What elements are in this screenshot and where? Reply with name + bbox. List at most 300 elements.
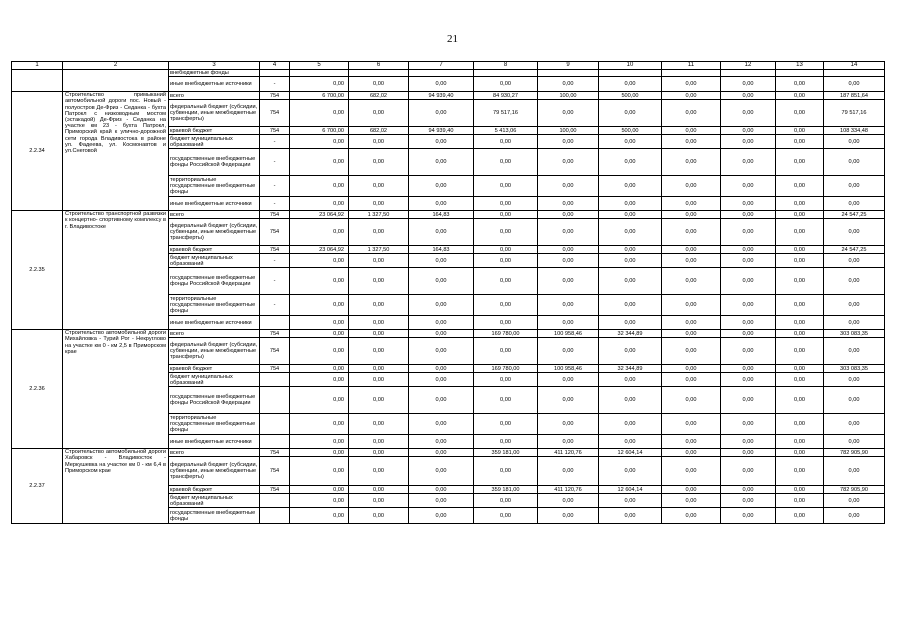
gr-code: 754 [260, 219, 290, 246]
amount-cell: 32 344,89 [599, 365, 662, 373]
amount-cell: 0,00 [721, 387, 776, 414]
amount-cell: 682,02 [349, 127, 409, 135]
amount-cell: 0,00 [474, 387, 538, 414]
amount-cell: 0,00 [662, 449, 721, 457]
amount-cell: 24 547,25 [824, 246, 885, 254]
amount-cell: 0,00 [409, 197, 474, 211]
header-cell: 11 [662, 62, 721, 70]
amount-cell: 0,00 [662, 135, 721, 149]
amount-cell: 84 930,27 [474, 92, 538, 100]
amount-cell: 0,00 [349, 508, 409, 524]
amount-cell: 0,00 [776, 508, 824, 524]
amount-cell: 100 958,46 [538, 330, 599, 338]
amount-cell: 0,00 [776, 457, 824, 486]
amount-cell: 0,00 [599, 338, 662, 365]
item-number [12, 70, 63, 92]
amount-cell: 0,00 [538, 77, 599, 92]
funding-source: всего [169, 449, 260, 457]
header-cell: 3 [169, 62, 260, 70]
amount-cell: 0,00 [538, 435, 599, 449]
amount-cell: 0,00 [776, 92, 824, 100]
amount-cell: 0,00 [721, 211, 776, 219]
amount-cell [409, 70, 474, 77]
amount-cell: 0,00 [824, 457, 885, 486]
gr-code: 754 [260, 365, 290, 373]
amount-cell: 0,00 [538, 211, 599, 219]
amount-cell: 0,00 [349, 295, 409, 316]
funding-source: федеральный бюджет (субсидии, субвенции, иные межбюджетные трансферты) [169, 338, 260, 365]
budget-table [11, 61, 885, 524]
amount-cell: 0,00 [290, 449, 349, 457]
amount-cell: 0,00 [662, 373, 721, 387]
amount-cell: 0,00 [721, 219, 776, 246]
amount-cell: 0,00 [349, 387, 409, 414]
amount-cell: 0,00 [662, 365, 721, 373]
amount-cell: 0,00 [662, 254, 721, 268]
amount-cell: 0,00 [662, 197, 721, 211]
item-title: Строительство примыканий автомобильной дороги пос. Новый - полуостров Де-Фриз - Седанка - бухта Патрокл с низководным мостом (эстакадой) Де-Фриз - Седанка на участке км 23 - бухта Патрокл, Приморский край к улично-дорожной сети города Владивостока в районе ул. Фадеева, ул. Космонавтов и ул.Снеговой [63, 92, 169, 211]
amount-cell: 0,00 [290, 268, 349, 295]
amount-cell: 0,00 [824, 387, 885, 414]
amount-cell: 0,00 [721, 457, 776, 486]
funding-source: иные внебюджетные источники [169, 435, 260, 449]
amount-cell: 0,00 [474, 457, 538, 486]
funding-source: внебюджетные фонды [169, 70, 260, 77]
header-cell: 6 [349, 62, 409, 70]
amount-cell: 169 780,00 [474, 330, 538, 338]
amount-cell: 94 939,40 [409, 92, 474, 100]
amount-cell: 0,00 [599, 197, 662, 211]
amount-cell: 0,00 [538, 295, 599, 316]
funding-source: территориальные государственные внебюджетные фонды [169, 295, 260, 316]
funding-source: краевой бюджет [169, 486, 260, 494]
funding-source: бюджет муниципальных образований [169, 494, 260, 508]
header-cell: 13 [776, 62, 824, 70]
amount-cell: 682,02 [349, 92, 409, 100]
funding-source: краевой бюджет [169, 365, 260, 373]
amount-cell: 0,00 [662, 77, 721, 92]
amount-cell: 0,00 [662, 268, 721, 295]
amount-cell: 0,00 [776, 77, 824, 92]
amount-cell: 0,00 [349, 330, 409, 338]
amount-cell: 0,00 [662, 330, 721, 338]
page-number: 21 [447, 33, 458, 45]
amount-cell: 0,00 [290, 330, 349, 338]
amount-cell: 0,00 [538, 373, 599, 387]
amount-cell: 0,00 [349, 100, 409, 127]
amount-cell: 24 547,25 [824, 211, 885, 219]
amount-cell: 0,00 [721, 246, 776, 254]
amount-cell: 0,00 [349, 219, 409, 246]
amount-cell: 0,00 [474, 338, 538, 365]
amount-cell: 0,00 [824, 268, 885, 295]
amount-cell: 782 905,90 [824, 449, 885, 457]
amount-cell [599, 70, 662, 77]
amount-cell: 0,00 [721, 316, 776, 330]
amount-cell: 0,00 [290, 457, 349, 486]
gr-code: 754 [260, 100, 290, 127]
amount-cell: 0,00 [776, 494, 824, 508]
amount-cell: 0,00 [290, 77, 349, 92]
amount-cell: 0,00 [599, 295, 662, 316]
gr-code: - [260, 268, 290, 295]
amount-cell: 0,00 [721, 149, 776, 176]
header-cell: 1 [12, 62, 63, 70]
amount-cell: 0,00 [409, 338, 474, 365]
amount-cell: 0,00 [474, 135, 538, 149]
amount-cell: 0,00 [349, 338, 409, 365]
gr-code [260, 316, 290, 330]
amount-cell: 0,00 [824, 254, 885, 268]
amount-cell: 0,00 [662, 387, 721, 414]
amount-cell: 0,00 [662, 486, 721, 494]
item-title: Строительство автомобильной дороги Хабаровск - Владивосток - Меркушевка на участке км 0 - км 6,4 в Приморском крае [63, 449, 169, 524]
amount-cell: 0,00 [662, 246, 721, 254]
item-number: 2.2.35 [12, 211, 63, 330]
gr-code: 754 [260, 449, 290, 457]
amount-cell: 0,00 [290, 494, 349, 508]
amount-cell: 0,00 [824, 373, 885, 387]
amount-cell: 108 334,48 [824, 127, 885, 135]
table-body [12, 70, 885, 524]
amount-cell [538, 70, 599, 77]
amount-cell: 0,00 [474, 176, 538, 197]
amount-cell: 0,00 [599, 414, 662, 435]
funding-source: бюджет муниципальных образований [169, 254, 260, 268]
funding-source: всего [169, 330, 260, 338]
amount-cell: 0,00 [662, 316, 721, 330]
amount-cell: 0,00 [474, 414, 538, 435]
amount-cell: 0,00 [599, 211, 662, 219]
amount-cell: 0,00 [474, 295, 538, 316]
amount-cell: 0,00 [290, 365, 349, 373]
amount-cell: 0,00 [721, 414, 776, 435]
amount-cell: 0,00 [349, 197, 409, 211]
amount-cell: 0,00 [776, 373, 824, 387]
amount-cell: 0,00 [662, 92, 721, 100]
amount-cell: 0,00 [824, 135, 885, 149]
amount-cell: 0,00 [662, 149, 721, 176]
amount-cell: 0,00 [824, 316, 885, 330]
amount-cell: 0,00 [824, 494, 885, 508]
amount-cell: 0,00 [721, 92, 776, 100]
amount-cell [721, 70, 776, 77]
amount-cell: 0,00 [349, 435, 409, 449]
amount-cell: 0,00 [599, 254, 662, 268]
amount-cell: 0,00 [721, 330, 776, 338]
amount-cell: 0,00 [599, 435, 662, 449]
amount-cell: 0,00 [409, 295, 474, 316]
amount-cell: 411 120,76 [538, 449, 599, 457]
gr-code [260, 70, 290, 77]
table-row [12, 449, 885, 457]
funding-source: территориальные государственные внебюджетные фонды [169, 176, 260, 197]
amount-cell: 0,00 [409, 316, 474, 330]
amount-cell: 0,00 [662, 414, 721, 435]
amount-cell: 187 851,64 [824, 92, 885, 100]
amount-cell: 500,00 [599, 127, 662, 135]
amount-cell: 0,00 [409, 365, 474, 373]
amount-cell: 0,00 [349, 176, 409, 197]
gr-code: 754 [260, 127, 290, 135]
amount-cell: 32 344,89 [599, 330, 662, 338]
amount-cell: 0,00 [349, 135, 409, 149]
amount-cell: 1 327,50 [349, 211, 409, 219]
amount-cell: 0,00 [721, 127, 776, 135]
funding-source: иные внебюджетные источники [169, 77, 260, 92]
amount-cell: 0,00 [776, 127, 824, 135]
table-row [12, 70, 885, 77]
funding-source: государственные внебюджетные фонды Российской Федерации [169, 149, 260, 176]
amount-cell: 0,00 [409, 414, 474, 435]
amount-cell: 0,00 [409, 219, 474, 246]
amount-cell: 0,00 [349, 316, 409, 330]
amount-cell: 0,00 [824, 149, 885, 176]
amount-cell: 359 181,00 [474, 486, 538, 494]
funding-source: бюджет муниципальных образований [169, 373, 260, 387]
amount-cell: 0,00 [599, 149, 662, 176]
amount-cell: 0,00 [538, 457, 599, 486]
amount-cell: 0,00 [721, 176, 776, 197]
amount-cell: 12 604,14 [599, 486, 662, 494]
amount-cell: 0,00 [824, 435, 885, 449]
funding-source: территориальные государственные внебюджетные фонды [169, 414, 260, 435]
amount-cell: 500,00 [599, 92, 662, 100]
item-title: Строительство автомобильной дороги Михайловка - Турий Рог - Некруглово на участке км 0 - км 2,5 в Приморском крае [63, 330, 169, 449]
amount-cell: 0,00 [290, 373, 349, 387]
amount-cell: 0,00 [474, 211, 538, 219]
amount-cell: 0,00 [474, 373, 538, 387]
funding-source: государственные внебюджетные фонды Российской Федерации [169, 268, 260, 295]
header-cell: 4 [260, 62, 290, 70]
amount-cell: 0,00 [538, 149, 599, 176]
amount-cell: 0,00 [290, 387, 349, 414]
amount-cell: 0,00 [474, 435, 538, 449]
amount-cell: 0,00 [538, 100, 599, 127]
amount-cell: 0,00 [409, 77, 474, 92]
amount-cell: 0,00 [824, 414, 885, 435]
amount-cell: 0,00 [824, 295, 885, 316]
item-title: Строительство транспортной развязки к концертно- спортивному комплексу в г. Владивостоке [63, 211, 169, 330]
amount-cell: 0,00 [721, 373, 776, 387]
gr-code: 754 [260, 330, 290, 338]
gr-code: 754 [260, 486, 290, 494]
gr-code [260, 387, 290, 414]
amount-cell: 0,00 [599, 457, 662, 486]
amount-cell: 0,00 [721, 338, 776, 365]
amount-cell: 0,00 [599, 176, 662, 197]
amount-cell: 0,00 [776, 486, 824, 494]
amount-cell: 100 958,46 [538, 365, 599, 373]
gr-code [260, 508, 290, 524]
amount-cell: 0,00 [409, 100, 474, 127]
amount-cell: 0,00 [290, 197, 349, 211]
header-cell: 8 [474, 62, 538, 70]
header-cell: 5 [290, 62, 349, 70]
funding-source: федеральный бюджет (субсидии, субвенции, иные межбюджетные трансферты) [169, 457, 260, 486]
header-cell: 10 [599, 62, 662, 70]
amount-cell: 0,00 [721, 268, 776, 295]
gr-code: 754 [260, 246, 290, 254]
amount-cell: 0,00 [721, 449, 776, 457]
amount-cell: 0,00 [721, 100, 776, 127]
amount-cell: 0,00 [538, 246, 599, 254]
amount-cell: 164,83 [409, 211, 474, 219]
item-title [63, 70, 169, 92]
amount-cell: 0,00 [290, 508, 349, 524]
amount-cell: 0,00 [662, 338, 721, 365]
amount-cell: 0,00 [409, 486, 474, 494]
funding-source: иные внебюджетные источники [169, 197, 260, 211]
amount-cell: 0,00 [721, 295, 776, 316]
amount-cell: 0,00 [290, 435, 349, 449]
gr-code [260, 435, 290, 449]
amount-cell: 23 064,92 [290, 211, 349, 219]
amount-cell: 0,00 [662, 435, 721, 449]
amount-cell: 359 181,00 [474, 449, 538, 457]
amount-cell: 0,00 [409, 494, 474, 508]
item-number: 2.2.34 [12, 92, 63, 211]
amount-cell: 0,00 [409, 373, 474, 387]
amount-cell: 0,00 [349, 365, 409, 373]
gr-code: 754 [260, 338, 290, 365]
amount-cell: 0,00 [474, 149, 538, 176]
amount-cell: 0,00 [721, 77, 776, 92]
amount-cell: 411 120,76 [538, 486, 599, 494]
amount-cell: 0,00 [474, 219, 538, 246]
amount-cell: 0,00 [776, 316, 824, 330]
amount-cell: 0,00 [721, 197, 776, 211]
table-row [12, 211, 885, 219]
amount-cell: 0,00 [349, 486, 409, 494]
amount-cell: 0,00 [290, 135, 349, 149]
amount-cell: 0,00 [474, 494, 538, 508]
amount-cell [290, 70, 349, 77]
amount-cell: 0,00 [349, 457, 409, 486]
amount-cell [474, 70, 538, 77]
gr-code: - [260, 197, 290, 211]
amount-cell: 0,00 [721, 486, 776, 494]
amount-cell: 0,00 [474, 77, 538, 92]
funding-source: краевой бюджет [169, 127, 260, 135]
gr-code [260, 494, 290, 508]
amount-cell: 0,00 [721, 508, 776, 524]
gr-code [260, 373, 290, 387]
table-row [12, 330, 885, 338]
amount-cell [824, 70, 885, 77]
header-row [12, 62, 885, 70]
amount-cell: 100,00 [538, 127, 599, 135]
amount-cell: 0,00 [349, 77, 409, 92]
amount-cell: 0,00 [290, 486, 349, 494]
amount-cell: 0,00 [662, 219, 721, 246]
header-cell: 9 [538, 62, 599, 70]
amount-cell: 0,00 [409, 135, 474, 149]
amount-cell: 0,00 [599, 219, 662, 246]
gr-code: - [260, 176, 290, 197]
amount-cell: 0,00 [599, 508, 662, 524]
amount-cell: 0,00 [474, 197, 538, 211]
amount-cell: 0,00 [599, 77, 662, 92]
amount-cell: 0,00 [776, 295, 824, 316]
amount-cell: 23 064,92 [290, 246, 349, 254]
header-cell: 12 [721, 62, 776, 70]
amount-cell: 6 700,00 [290, 127, 349, 135]
funding-source: государственные внебюджетные фонды Российской Федерации [169, 387, 260, 414]
amount-cell: 0,00 [776, 365, 824, 373]
amount-cell: 303 083,35 [824, 330, 885, 338]
amount-cell: 0,00 [290, 295, 349, 316]
amount-cell: 0,00 [538, 268, 599, 295]
amount-cell: 0,00 [538, 414, 599, 435]
amount-cell: 0,00 [409, 457, 474, 486]
amount-cell: 0,00 [776, 246, 824, 254]
funding-source: бюджет муниципальных образований [169, 135, 260, 149]
amount-cell: 0,00 [538, 197, 599, 211]
gr-code [260, 414, 290, 435]
amount-cell: 0,00 [538, 219, 599, 246]
amount-cell: 0,00 [290, 316, 349, 330]
amount-cell: 0,00 [349, 268, 409, 295]
amount-cell: 0,00 [662, 176, 721, 197]
amount-cell: 0,00 [349, 254, 409, 268]
amount-cell: 0,00 [824, 197, 885, 211]
amount-cell: 0,00 [409, 387, 474, 414]
amount-cell: 0,00 [824, 176, 885, 197]
amount-cell: 0,00 [290, 219, 349, 246]
gr-code: - [260, 77, 290, 92]
gr-code: - [260, 135, 290, 149]
amount-cell: 0,00 [538, 494, 599, 508]
amount-cell: 0,00 [290, 100, 349, 127]
amount-cell: 0,00 [538, 387, 599, 414]
amount-cell: 0,00 [538, 316, 599, 330]
amount-cell: 0,00 [474, 246, 538, 254]
gr-code: - [260, 295, 290, 316]
amount-cell: 0,00 [662, 127, 721, 135]
amount-cell: 6 700,00 [290, 92, 349, 100]
amount-cell: 0,00 [538, 254, 599, 268]
amount-cell: 0,00 [721, 435, 776, 449]
amount-cell: 0,00 [409, 435, 474, 449]
amount-cell: 0,00 [721, 254, 776, 268]
table-row [12, 92, 885, 100]
amount-cell: 0,00 [776, 211, 824, 219]
amount-cell: 0,00 [662, 295, 721, 316]
header-cell: 2 [63, 62, 169, 70]
amount-cell: 0,00 [776, 219, 824, 246]
amount-cell: 782 905,90 [824, 486, 885, 494]
gr-code: - [260, 254, 290, 268]
amount-cell: 0,00 [599, 246, 662, 254]
amount-cell: 0,00 [776, 197, 824, 211]
funding-source: федеральный бюджет (субсидии, субвенции, иные межбюджетные трансферты) [169, 219, 260, 246]
amount-cell: 0,00 [538, 508, 599, 524]
amount-cell: 303 083,35 [824, 365, 885, 373]
amount-cell: 0,00 [538, 338, 599, 365]
amount-cell: 169 780,00 [474, 365, 538, 373]
amount-cell: 0,00 [824, 508, 885, 524]
amount-cell: 0,00 [474, 254, 538, 268]
amount-cell [349, 70, 409, 77]
amount-cell: 5 413,06 [474, 127, 538, 135]
amount-cell: 0,00 [290, 176, 349, 197]
amount-cell: 100,00 [538, 92, 599, 100]
amount-cell: 0,00 [776, 435, 824, 449]
amount-cell: 0,00 [776, 387, 824, 414]
gr-code: 754 [260, 211, 290, 219]
amount-cell: 12 604,14 [599, 449, 662, 457]
